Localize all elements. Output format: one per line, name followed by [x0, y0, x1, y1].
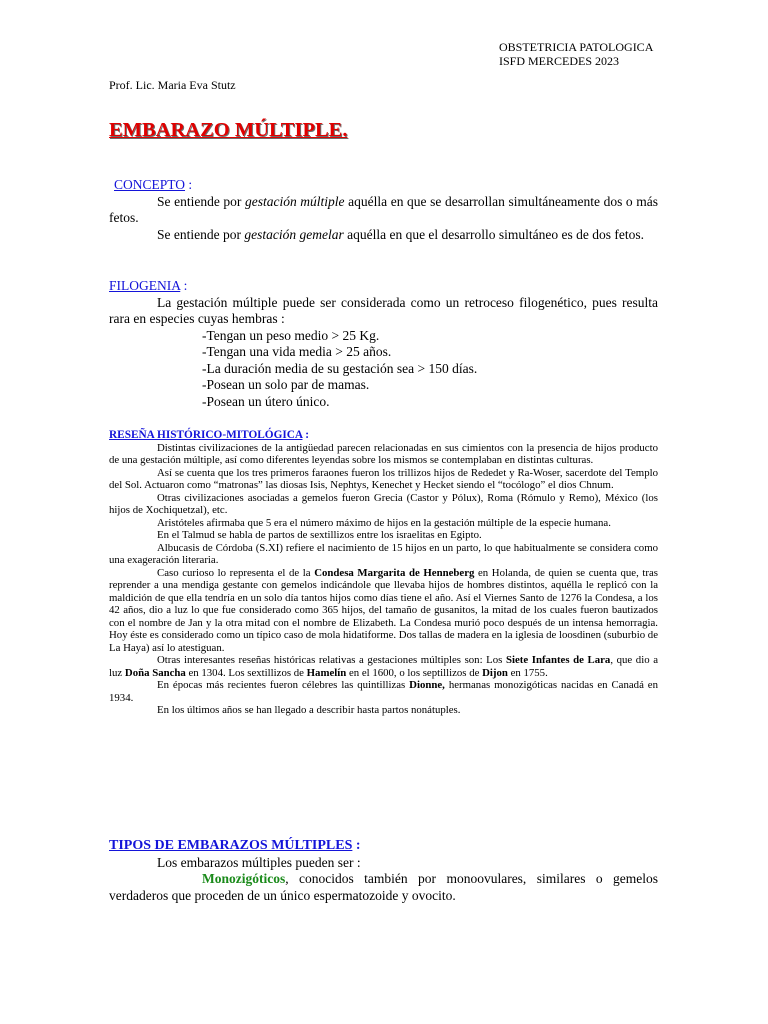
teacher-name: Prof. Lic. Maria Eva Stutz — [109, 78, 236, 92]
concepto-paragraph-1: Se entiende por gestación múltiple aquélla en que se desarrollan simultáneamente dos o más fetos. — [109, 193, 658, 225]
list-item: -Posean un útero único. — [202, 393, 330, 409]
filogenia-intro: La gestación múltiple puede ser considerada como un retroceso filogenético, pues resulta rara en especies cuyas hembras : — [109, 294, 658, 326]
filogenia-heading: FILOGENIA — [109, 278, 181, 293]
resena-paragraph: Albucasis de Córdoba (S.XI) refiere el nacimiento de 15 hijos en un parto, lo que habitualmente se considera como una exageración literaria. — [109, 541, 658, 566]
resena-heading: RESEÑA HISTÓRICO-MITOLÓGICA — [109, 429, 303, 441]
tipos-heading: TIPOS DE EMBARAZOS MÚLTIPLES — [109, 838, 353, 853]
list-item: -Posean un solo par de mamas. — [202, 377, 370, 392]
list-item: -Tengan un peso medio > 25 Kg. — [202, 327, 380, 343]
monozigoticos-paragraph: Monozigóticos, conocidos también por monoovulares, similares o gemelos verdaderos que proceden de un único espermatozoide y ovocito. — [109, 871, 658, 903]
resena-paragraph: Caso curioso lo representa el de la Condesa Margarita de Henneberg en Holanda, de quien se cuenta que, tras reprender a una mendiga gestante con gemelos indicándole que llevaba hijos de hombres distintos, aquélla le replicó con la maldición de que ella tendría en un solo día tantos hijos como días tiene el año. Así el Viernes Santo de 1276 la Condesa, a los 42 años, dio a luz lo que fue considerado como 365 hijos, del tamaño de gusanitos, la mitad de los cuales fueron bautizados con el nombre de Jan y la otra mitad con el nombre de Elizabeth. La Condesa murió poco después de un intensa hemorragia. Hoy éste es considerado como un típico caso de mola hidatiforme. Dos tallas de madera en la iglesia de loosdinen (suburbio de La Haya) así lo atestiguan. — [109, 566, 658, 654]
resena-paragraph: Aristóteles afirmaba que 5 era el número máximo de hijos en la gestación múltiple de la especie humana. — [157, 516, 611, 529]
page-title: EMBARAZO MÚLTIPLE. — [109, 119, 348, 141]
filogenia-colon: : — [183, 278, 188, 293]
concepto-section — [109, 177, 658, 243]
filogenia-section — [109, 278, 658, 410]
resena-paragraph: Distintas civilizaciones de la antigüedad parecen relacionadas en sus cimientos con la presencia de hijos producto de una gestación múltiple, así como diferentes leyendas sobre los mismos se contemplaban en distintas culturas. — [109, 441, 658, 466]
institute-name: ISFD MERCEDES 2023 — [499, 54, 620, 68]
resena-paragraph: Otras interesantes reseñas históricas relativas a gestaciones múltiples son: Los Siete Infantes de Lara, que dio a luz Doña Sancha en 1304. Los sextillizos de Hamelín en el 1600, o los septillizos de Dijon en 1755. — [109, 654, 658, 679]
tipos-intro: Los embarazos múltiples pueden ser : — [157, 854, 361, 870]
list-item: -La duración media de su gestación sea > 150 días. — [202, 360, 478, 376]
resena-paragraph: Así se cuenta que los tres primeros faraones fueron los trillizos hijos de Rededet y Ra-Woser, sacerdote del Templo del Sol. Actuaron como “matronas” las diosas Isis, Nephtys, Kenechet y Hecket siendo el “tocólogo” el dios Chnum. — [109, 466, 658, 491]
resena-paragraph: Otras civilizaciones asociadas a gemelos fueron Grecia (Castor y Pólux), Roma (Rómulo y Remo), México (los hijos de Xochiquetzal), etc. — [109, 491, 658, 516]
resena-paragraph: En épocas más recientes fueron célebres las quintillizas Dionne, hermanas monozigóticas nacidas en Canadá en 1934. — [109, 679, 658, 704]
resena-section — [109, 429, 658, 717]
resena-paragraph: En los últimos años se han llegado a describir hasta partos nonátuples. — [157, 704, 461, 716]
concepto-paragraph-2: Se entiende por gestación gemelar aquélla en que el desarrollo simultáneo es de dos fetos. — [157, 226, 645, 242]
list-item: -Tengan una vida media > 25 años. — [202, 344, 392, 359]
course-name: OBSTETRICIA PATOLOGICA — [499, 40, 654, 54]
monozigoticos-term: Monozigóticos — [202, 871, 286, 886]
concepto-heading: CONCEPTO — [114, 177, 186, 192]
course-header — [499, 40, 653, 68]
resena-colon: : — [305, 429, 310, 441]
tipos-section — [109, 837, 658, 904]
tipos-colon: : — [355, 838, 361, 853]
concepto-colon: : — [188, 177, 193, 192]
resena-paragraph: En el Talmud se habla de partos de sextillizos entre los israelitas en Egipto. — [157, 529, 482, 541]
